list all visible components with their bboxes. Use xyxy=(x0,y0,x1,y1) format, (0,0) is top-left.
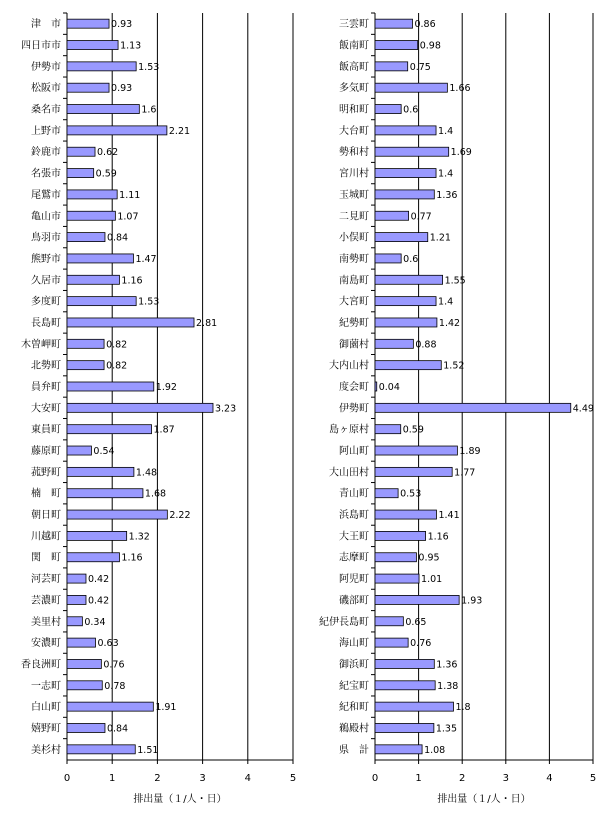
bar xyxy=(375,339,413,348)
bar xyxy=(67,702,153,711)
bar xyxy=(67,446,91,455)
data-label: 1.69 xyxy=(450,147,472,159)
data-label: 1.4 xyxy=(438,125,454,137)
bar xyxy=(375,510,436,519)
left-bar-chart xyxy=(21,13,296,805)
category-label: 大内山村 xyxy=(329,360,369,372)
data-label: 2.81 xyxy=(196,317,218,329)
bar xyxy=(375,489,398,498)
category-label: 小俣町 xyxy=(339,232,369,244)
data-label: 1.68 xyxy=(144,488,167,500)
x-tick-label: 0 xyxy=(63,773,71,784)
category-label: 白山町 xyxy=(31,702,61,714)
data-label: 0.53 xyxy=(400,488,422,500)
data-label: 1.38 xyxy=(437,680,459,692)
data-label: 1.01 xyxy=(421,574,443,586)
category-label: 桑名市 xyxy=(31,104,61,116)
bar xyxy=(375,382,377,391)
bar xyxy=(375,211,409,220)
data-label: 2.21 xyxy=(168,125,191,137)
bar xyxy=(67,745,135,754)
bar xyxy=(67,403,213,412)
data-label: 0.04 xyxy=(378,382,400,393)
category-label: 藤原町 xyxy=(31,446,61,458)
data-label: 0.93 xyxy=(111,83,133,95)
data-label: 0.86 xyxy=(414,19,436,31)
data-label: 0.82 xyxy=(106,339,128,351)
data-label: 0.76 xyxy=(410,638,432,650)
data-label: 0.98 xyxy=(419,40,441,52)
category-label: 四日市市 xyxy=(21,40,61,52)
category-label: 大王町 xyxy=(339,531,369,543)
x-tick-label: 3 xyxy=(502,773,509,784)
category-label: 磯部町 xyxy=(339,595,369,607)
bar xyxy=(67,211,115,220)
bar xyxy=(67,723,105,732)
bar xyxy=(67,41,118,50)
data-label: 1.32 xyxy=(128,531,150,543)
data-label: 1.89 xyxy=(459,446,481,458)
category-label: 紀和町 xyxy=(339,702,369,714)
bar xyxy=(375,446,457,455)
category-label: 木曽岬町 xyxy=(21,339,61,351)
data-label: 1.42 xyxy=(438,317,461,329)
data-label: 1.53 xyxy=(138,61,160,73)
data-label: 1.55 xyxy=(444,275,466,287)
category-label: 大山田村 xyxy=(329,467,369,479)
category-label: 志摩町 xyxy=(339,552,369,564)
data-label: 1.21 xyxy=(429,232,451,244)
category-label: 鳥羽市 xyxy=(31,232,61,244)
bar xyxy=(67,297,136,306)
bar xyxy=(67,126,167,135)
category-label: 川越町 xyxy=(31,531,61,543)
category-label: 関 町 xyxy=(31,552,61,564)
bar xyxy=(67,531,127,540)
data-label: 0.63 xyxy=(97,638,119,650)
bar xyxy=(375,403,571,412)
category-label: 熊野市 xyxy=(31,253,61,265)
data-label: 4.49 xyxy=(572,403,594,415)
bar xyxy=(67,574,86,583)
category-label: 玉城町 xyxy=(339,189,369,201)
data-label: 1.53 xyxy=(138,296,160,308)
bar xyxy=(67,595,86,604)
bar xyxy=(375,190,434,199)
bar xyxy=(375,83,447,92)
bar xyxy=(375,41,418,50)
bar xyxy=(375,702,453,711)
category-label: 浜島町 xyxy=(339,510,369,522)
category-label: 飯高町 xyxy=(339,61,369,73)
category-label: 鵜殿村 xyxy=(339,723,369,735)
bar xyxy=(375,275,443,284)
bar xyxy=(375,19,412,28)
data-label: 1.11 xyxy=(119,189,141,201)
bar xyxy=(67,190,117,199)
data-label: 0.82 xyxy=(106,360,128,372)
category-label: 香良洲町 xyxy=(21,659,61,671)
data-label: 1.92 xyxy=(155,382,177,393)
data-label: 1.87 xyxy=(153,424,175,436)
category-label: 東員町 xyxy=(31,424,61,436)
category-label: 名張市 xyxy=(31,168,61,180)
bar xyxy=(375,62,408,71)
data-label: 1.41 xyxy=(438,510,460,522)
bar xyxy=(67,62,136,71)
bar xyxy=(67,275,119,284)
category-label: 芸濃町 xyxy=(31,595,61,607)
bar xyxy=(67,553,119,562)
bar xyxy=(67,659,101,668)
data-label: 3.23 xyxy=(214,403,237,415)
bar xyxy=(67,681,102,690)
category-label: 津 市 xyxy=(31,19,61,31)
category-label: 朝日町 xyxy=(31,510,61,522)
category-label: 阿児町 xyxy=(339,574,369,586)
bar xyxy=(67,382,154,391)
bar xyxy=(375,147,449,156)
x-axis-title: 排出量（１/人・日） xyxy=(437,794,531,805)
data-label: 1.16 xyxy=(121,552,143,564)
category-label: 紀勢町 xyxy=(339,317,369,329)
bar xyxy=(67,169,94,178)
category-label: 河芸町 xyxy=(31,574,61,586)
bar xyxy=(375,659,434,668)
category-label: 多度町 xyxy=(31,296,61,308)
bar xyxy=(67,19,109,28)
category-label: 多気町 xyxy=(339,83,369,95)
bar xyxy=(375,105,401,114)
bar xyxy=(67,147,95,156)
data-label: 1.77 xyxy=(454,467,476,479)
bar xyxy=(375,318,437,327)
category-label: 大台町 xyxy=(339,125,369,137)
data-label: 0.95 xyxy=(418,552,440,564)
bar xyxy=(375,723,434,732)
data-label: 0.76 xyxy=(103,659,125,671)
data-label: 1.16 xyxy=(121,275,143,287)
data-label: 0.34 xyxy=(84,616,106,628)
x-tick-label: 1 xyxy=(415,773,422,784)
category-label: 鈴鹿市 xyxy=(31,147,61,159)
category-label: 安濃町 xyxy=(31,638,61,650)
bar xyxy=(375,681,435,690)
bar xyxy=(67,105,139,114)
bar xyxy=(375,745,422,754)
bar xyxy=(67,510,167,519)
bar xyxy=(67,489,143,498)
bar xyxy=(375,425,401,434)
category-label: 度会町 xyxy=(339,382,369,393)
category-label: 長島町 xyxy=(31,317,61,329)
bar xyxy=(67,83,109,92)
bar xyxy=(375,126,436,135)
data-label: 0.54 xyxy=(93,446,115,458)
data-label: 1.35 xyxy=(435,723,458,735)
data-label: 1.8 xyxy=(455,702,471,714)
x-tick-label: 2 xyxy=(459,773,466,784)
category-label: 海山町 xyxy=(339,638,369,650)
category-label: 大安町 xyxy=(31,403,61,415)
category-label: 御薗村 xyxy=(339,339,369,351)
category-label: 松阪市 xyxy=(31,83,61,95)
category-label: 紀宝町 xyxy=(339,680,369,692)
category-label: 北勢町 xyxy=(31,360,61,372)
x-tick-label: 5 xyxy=(589,773,597,784)
category-label: 嬉野町 xyxy=(31,723,61,735)
bar xyxy=(375,467,452,476)
x-axis-title: 排出量（１/人・日） xyxy=(133,794,227,805)
data-label: 0.75 xyxy=(409,61,431,73)
bar xyxy=(375,297,436,306)
category-label: 御浜町 xyxy=(339,659,369,671)
x-tick-label: 2 xyxy=(154,773,161,784)
data-label: 0.42 xyxy=(87,574,110,586)
bar xyxy=(375,574,419,583)
x-tick-label: 4 xyxy=(546,773,553,784)
category-label: 尾鷲市 xyxy=(31,189,61,201)
data-label: 1.91 xyxy=(155,702,177,714)
data-label: 1.6 xyxy=(141,104,157,116)
data-label: 0.65 xyxy=(405,616,427,628)
bar xyxy=(67,254,133,263)
category-label: 勢和村 xyxy=(339,147,369,159)
data-label: 2.22 xyxy=(169,510,191,522)
category-label: 南島町 xyxy=(339,275,369,287)
category-label: 美里村 xyxy=(31,616,61,628)
bar xyxy=(375,638,408,647)
data-label: 0.84 xyxy=(106,723,129,735)
data-label: 1.52 xyxy=(443,360,465,372)
category-label: 二見町 xyxy=(339,211,369,223)
category-label: 伊勢町 xyxy=(339,403,369,415)
bar xyxy=(375,553,416,562)
x-tick-label: 3 xyxy=(199,773,206,784)
category-label: 員弁町 xyxy=(31,382,61,393)
data-label: 1.16 xyxy=(427,531,449,543)
data-label: 1.36 xyxy=(436,189,458,201)
x-tick-label: 1 xyxy=(109,773,116,784)
category-label: 島ヶ原村 xyxy=(329,424,369,436)
category-label: 亀山市 xyxy=(31,211,61,223)
data-label: 1.93 xyxy=(461,595,483,607)
data-label: 1.36 xyxy=(436,659,458,671)
category-label: 県 計 xyxy=(339,744,369,756)
category-label: 久居市 xyxy=(31,275,61,287)
bar xyxy=(67,318,194,327)
bar xyxy=(67,638,95,647)
bar xyxy=(375,361,441,370)
data-label: 0.93 xyxy=(111,19,133,31)
plot-area xyxy=(375,13,593,760)
data-label: 1.48 xyxy=(135,467,158,479)
data-label: 1.4 xyxy=(438,296,454,308)
data-label: 1.13 xyxy=(120,40,142,52)
data-label: 1.08 xyxy=(424,744,446,756)
category-label: 美杉村 xyxy=(31,744,61,756)
bar xyxy=(375,254,401,263)
bar xyxy=(67,339,104,348)
x-tick-label: 0 xyxy=(371,773,379,784)
data-label: 0.6 xyxy=(403,253,419,265)
category-label: 青山町 xyxy=(339,488,369,500)
data-label: 1.4 xyxy=(438,168,454,180)
category-label: 一志町 xyxy=(31,680,61,692)
bar xyxy=(67,361,104,370)
bar xyxy=(67,233,105,242)
category-label: 大宮町 xyxy=(339,296,369,308)
data-label: 0.59 xyxy=(402,424,424,436)
data-label: 0.6 xyxy=(403,104,419,116)
bar xyxy=(67,425,152,434)
data-label: 1.47 xyxy=(135,253,157,265)
category-label: 楠 町 xyxy=(31,488,61,500)
category-label: 三雲町 xyxy=(339,19,369,31)
category-label: 菰野町 xyxy=(31,467,61,479)
data-label: 0.59 xyxy=(95,168,117,180)
bar xyxy=(375,233,428,242)
bar xyxy=(375,617,403,626)
category-label: 伊勢市 xyxy=(31,61,61,73)
bar xyxy=(67,617,82,626)
category-label: 阿山町 xyxy=(339,446,369,458)
data-label: 0.84 xyxy=(106,232,129,244)
category-label: 明和町 xyxy=(339,104,369,116)
data-label: 0.62 xyxy=(97,147,119,159)
data-label: 0.77 xyxy=(410,211,432,223)
category-label: 紀伊長島町 xyxy=(319,616,369,628)
data-label: 1.51 xyxy=(137,744,159,756)
data-label: 1.66 xyxy=(449,83,471,95)
bar xyxy=(375,531,426,540)
bar xyxy=(67,467,134,476)
category-label: 上野市 xyxy=(31,125,61,137)
data-label: 0.42 xyxy=(87,595,110,607)
x-tick-label: 5 xyxy=(289,773,297,784)
data-label: 0.88 xyxy=(415,339,437,351)
x-tick-label: 4 xyxy=(244,773,251,784)
bar xyxy=(375,595,459,604)
category-label: 南勢町 xyxy=(339,253,369,265)
category-label: 宮川村 xyxy=(339,168,369,180)
category-label: 飯南町 xyxy=(339,40,369,52)
right-bar-chart xyxy=(319,13,596,805)
data-label: 0.78 xyxy=(104,680,126,692)
data-label: 1.07 xyxy=(117,211,139,223)
bar xyxy=(375,169,436,178)
